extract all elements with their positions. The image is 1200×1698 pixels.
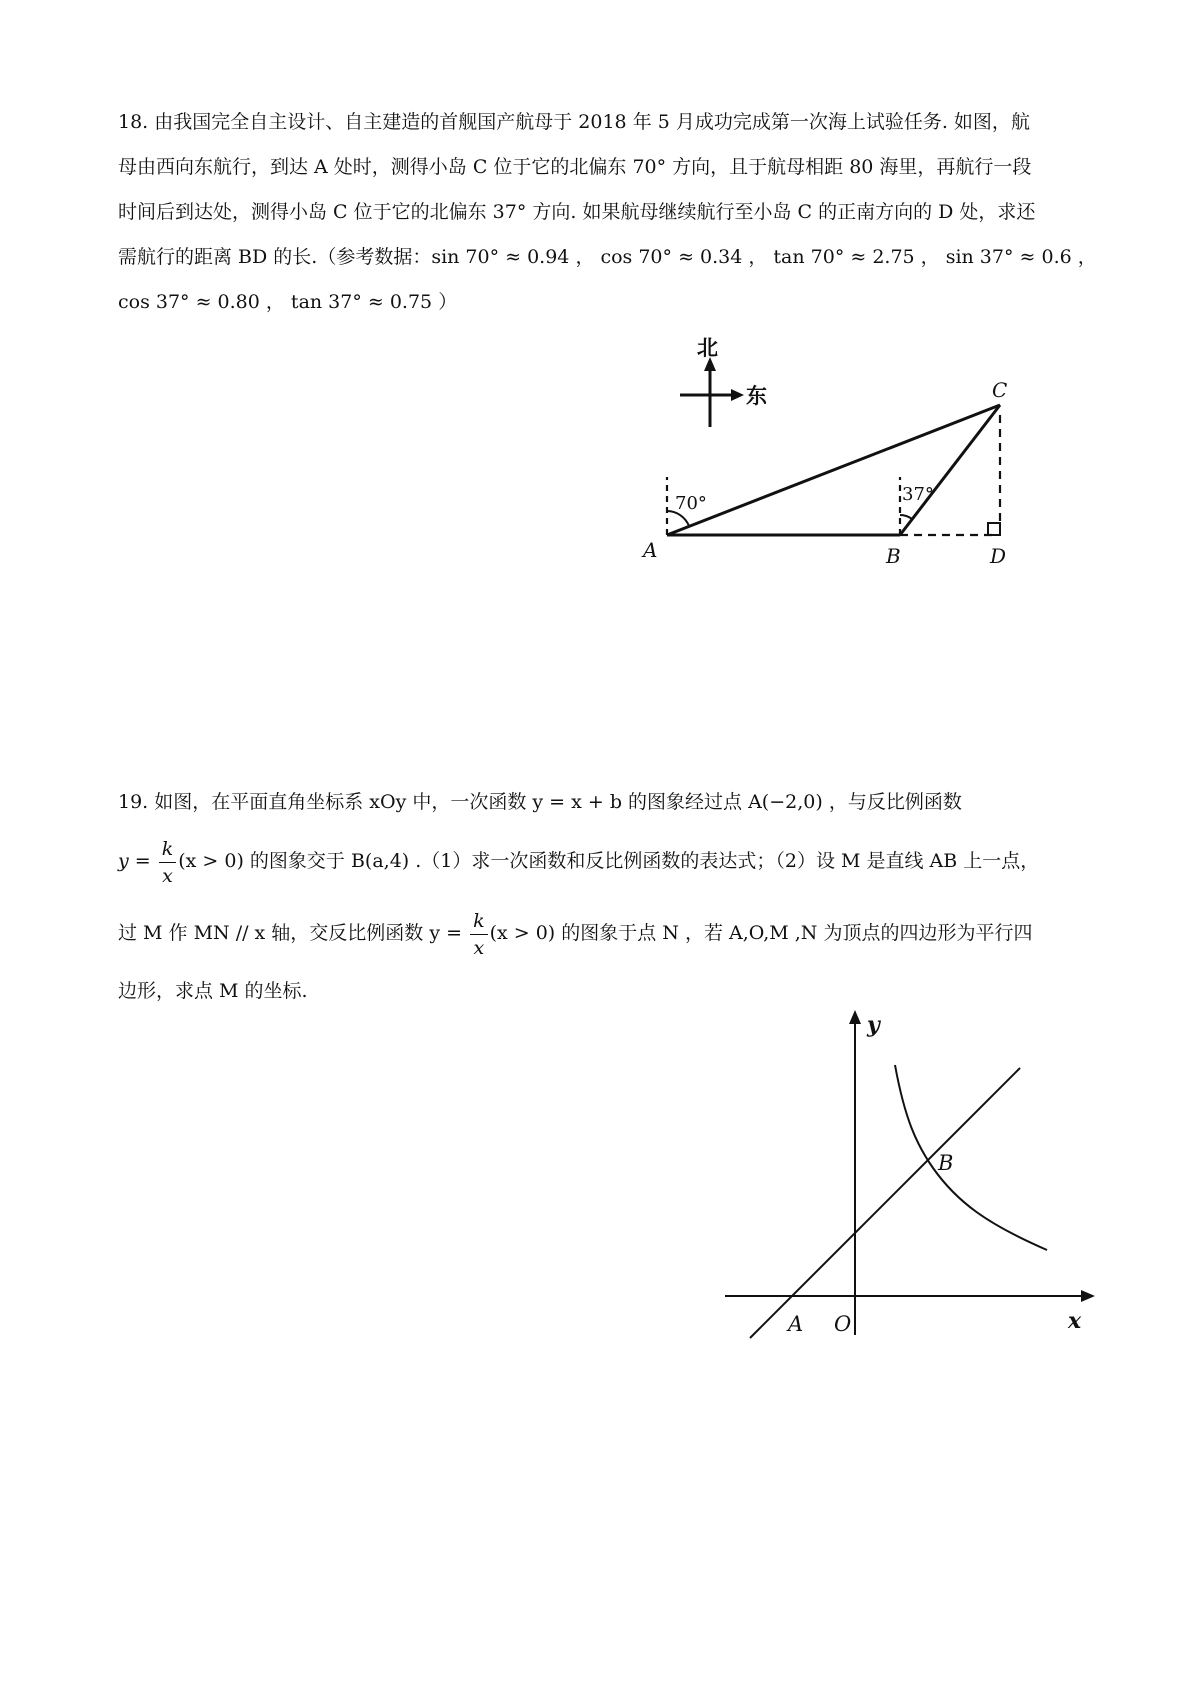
line-2-prefix: y = <box>118 850 157 872</box>
problem-18-line-3: 时间后到达处，测得小岛 C 位于它的北偏东 37° 方向. 如果航母继续航行至小岛 C 的正南方向的 D 处，求还 <box>118 201 1036 223</box>
fraction-numerator-2: k <box>470 908 488 935</box>
y-axis-arrow <box>849 1010 861 1024</box>
problem-18 <box>118 100 1097 325</box>
vertex-label-b: B <box>886 544 901 568</box>
point-label-a: A <box>788 1312 804 1336</box>
vertex-label-c: C <box>992 378 1008 402</box>
problem-19-line-2 <box>118 825 1088 897</box>
angle-label-a: 70° <box>675 493 707 514</box>
angle-label-b: 37° <box>902 484 934 505</box>
line-3-suffix: (x > 0) 的图象于点 N ，若 A,O,M ,N 为顶点的四边形为平行四 <box>489 922 1033 944</box>
angle-arc-b <box>900 515 912 519</box>
problem-19-line-3 <box>118 897 1088 969</box>
problem-18-figure <box>640 335 1090 620</box>
point-label-o: O <box>834 1312 852 1336</box>
problem-18-line-1: 18. 由我国完全自主设计、自主建造的首舰国产航母于 2018 年 5 月成功完成第一次海上试验任务. 如图，航 <box>118 111 1030 133</box>
problem-18-line-4: 需航行的距离 BD 的长.（参考数据：sin 70° ≈ 0.94 ， cos 70° ≈ 0.34 ， tan 70° ≈ 2.75 ， sin 37° ≈ 0.6 ， <box>118 246 1097 268</box>
fraction-denominator: x <box>162 864 173 887</box>
line-2-suffix: (x > 0) 的图象交于 B(a,4) .（1）求一次函数和反比例函数的表达式；（2）设 M 是直线 AB 上一点， <box>178 850 1040 872</box>
problem-19-line-1: 19. 如图，在平面直角坐标系 xOy 中，一次函数 y = x + b 的图象经过点 A(−2,0) ，与反比例函数 <box>118 791 962 813</box>
fraction-k-over-x-2 <box>470 908 488 961</box>
problem-18-line-5: cos 37° ≈ 0.80 ， tan 37° ≈ 0.75 ） <box>118 291 458 313</box>
problem-18-line-2: 母由西向东航行，到达 A 处时，测得小岛 C 位于它的北偏东 70° 方向，且于航母相距 80 海里，再航行一段 <box>118 156 1032 178</box>
vertex-label-a: A <box>643 538 658 562</box>
hyperbola-curve <box>895 1065 1047 1250</box>
problem-19 <box>118 780 1088 1014</box>
point-label-b: B <box>938 1151 954 1175</box>
fraction-k-over-x <box>159 836 177 889</box>
fraction-numerator: k <box>159 836 177 863</box>
right-angle-marker <box>988 523 1000 535</box>
axis-label-y: y <box>867 1012 880 1038</box>
linear-function-line <box>750 1068 1020 1338</box>
line-3-prefix: 过 M 作 MN // x 轴，交反比例函数 y = <box>118 922 469 944</box>
vertex-label-d: D <box>990 544 1007 568</box>
problem-19-line-4: 边形，求点 M 的坐标. <box>118 980 308 1002</box>
problem-19-figure <box>725 1010 1105 1350</box>
fraction-denominator-2: x <box>473 936 485 959</box>
x-axis-arrow <box>1081 1290 1095 1302</box>
axis-label-x: x <box>1068 1308 1082 1334</box>
compass <box>680 335 767 427</box>
compass-east-label: 东 <box>746 383 767 408</box>
compass-north-label: 北 <box>697 335 718 360</box>
